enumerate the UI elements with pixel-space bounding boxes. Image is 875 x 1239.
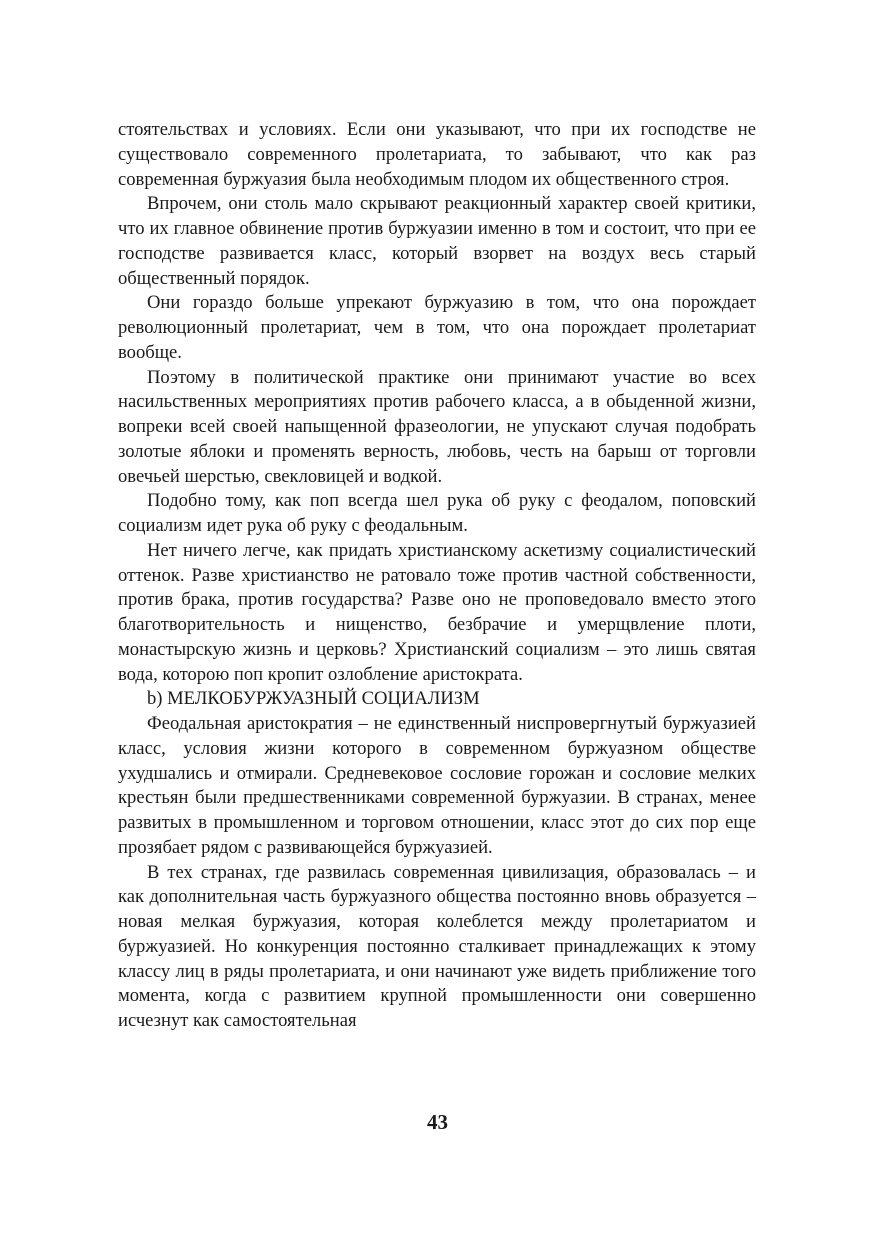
section-heading: b) МЕЛКОБУРЖУАЗНЫЙ СОЦИАЛИЗМ	[147, 688, 480, 710]
paragraph-continued: стоятельствах и условиях. Если они указывают, что при их господстве не существовало современного пролетариата, то забывают, что как раз современная буржуазия была необходимым плодом их общественного строя.	[118, 119, 756, 190]
page-number: 43	[427, 1110, 448, 1134]
page-body	[118, 118, 756, 1034]
paragraph: Они гораздо больше упрекают буржуазию в том, что она порождает революционный пролетариат, чем в том, что она порождает пролетариат вообще.	[118, 292, 756, 363]
paragraph: Впрочем, они столь мало скрывают реакционный характер своей критики, что их главное обвинение против буржуазии именно в том и состоит, что при ее господстве развивается класс, который взорвет на воздух весь старый общественный порядок.	[118, 193, 756, 289]
paragraph: Поэтому в политической практике они принимают участие во всех насильственных мероприятиях против рабочего класса, а в обыденной жизни, вопреки всей своей напыщенной фразеологии, не упускают случая подобрать золотые яблоки и променять верность, любовь, честь на барыш от торговли овечьей шерстью, свекловицей и водкой.	[118, 366, 756, 487]
paragraph: В тех странах, где развилась современная цивилизация, образовалась – и как дополнительная часть буржуазного общества постоянно вновь образуется – новая мелкая буржуазия, которая колеблется между пролетариатом и буржуазией. Но конкуренция постоянно сталкивает принадлежащих к этому классу лиц в ряды пролетариата, и они начинают уже видеть приближение того момента, когда с развитием крупной промышленности они совершенно исчезнут как самостоятельная	[118, 861, 756, 1031]
paragraph: Подобно тому, как поп всегда шел рука об руку с феодалом, поповский социализм идет рука об руку с феодальным.	[118, 490, 756, 536]
paragraph: Нет ничего легче, как придать христианскому аскетизму социалистический оттенок. Разве христианство не ратовало тоже против частной собственности, против брака, против государства? Разве оно не проповедовало вместо этого благотворительность и нищенство, безбрачие и умерщвление плоти, монастырскую жизнь и церковь? Христианский социализм – это лишь святая вода, которою поп кропит озлобление аристократа.	[118, 539, 756, 685]
paragraph: Феодальная аристократия – не единственный ниспровергнутый буржуазией класс, условия жизни которого в современном буржуазном обществе ухудшались и отмирали. Средневековое сословие горожан и сословие мелких крестьян были предшественниками современной буржуазии. В странах, менее развитых в промышленном и торговом отношении, класс этот до сих пор еще прозябает рядом с развивающейся буржуазией.	[118, 713, 756, 858]
